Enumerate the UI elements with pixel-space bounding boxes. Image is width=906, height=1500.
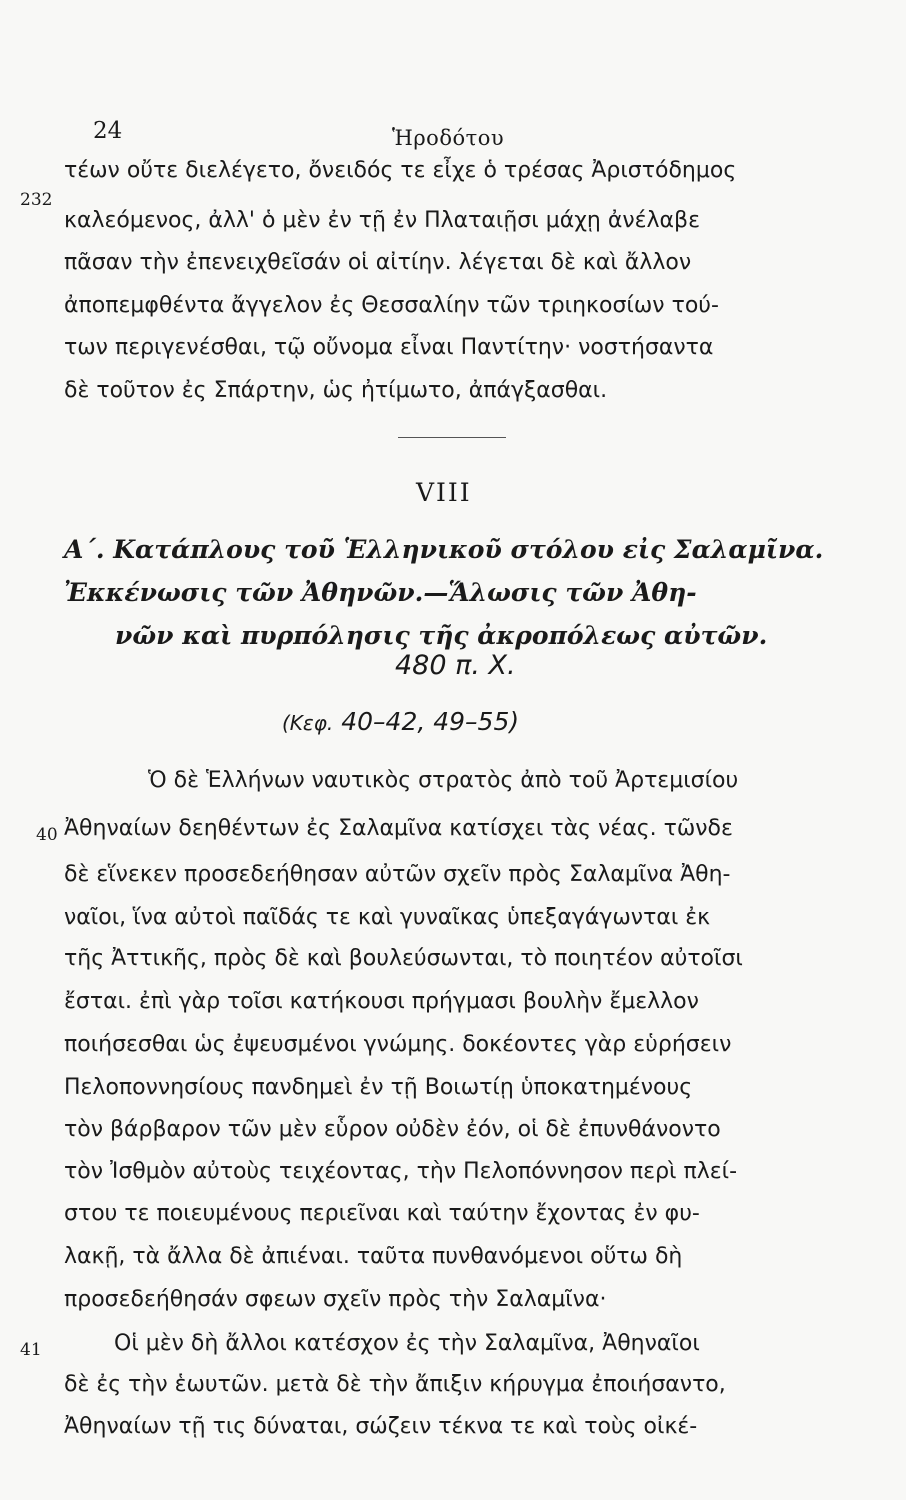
chapter-date: 480 π. Χ. [395,650,516,681]
text-line: ποιήσεσθαι ὡς ἐψευσμένοι γνώμης. δοκέοντες γὰρ εὑρήσειν [64,1032,732,1057]
chapter-reference [282,707,519,736]
text-line: ἔσται. ἐπὶ γὰρ τοῖσι κατήκουσι πρήγμασι βουλὴν ἔμελλον [64,989,699,1014]
text-line: προσεδεήθησάν σφεων σχεῖν πρὸς τὴν Σαλαμῖνα· [64,1287,607,1312]
text-line: τὸν Ἰσθμὸν αὐτοὺς τειχέοντας, τὴν Πελοπόννησον περὶ πλεί- [64,1159,738,1184]
margin-number: 40 [36,825,58,845]
chapter-title-line: Ἐκκένωσις τῶν Ἀθηνῶν.—Ἅλωσις τῶν Ἀθη- [64,578,697,607]
text-line: Ἀθηναίων δεηθέντων ἐς Σαλαμῖνα κατίσχει τὰς νέας. τῶνδε [64,816,733,841]
page-number: 24 [93,118,123,144]
text-line: των περιγενέσθαι, τῷ οὔνομα εἶναι Παντίτην· νοστήσαντα [64,335,714,360]
text-line: Ὁ δὲ Ἑλλήνων ναυτικὸς στρατὸς ἀπὸ τοῦ Ἀρτεμισίου [148,768,739,793]
text-line: δὲ εἵνεκεν προσεδεήθησαν αὐτῶν σχεῖν πρὸς Σαλαμῖνα Ἀθη- [64,862,731,887]
text-line: λακῇ, τὰ ἄλλα δὲ ἀπιέναι. ταῦτα πυνθανόμενοι οὕτω δὴ [64,1244,683,1269]
chapter-number: VIII [416,478,472,507]
section-divider [398,437,506,438]
text-line: δὲ τοῦτον ἐς Σπάρτην, ὡς ἠτίμωτο, ἀπάγξασθαι. [64,378,608,403]
text-line: τῆς Ἀττικῆς, πρὸς δὲ καὶ βουλεύσωνται, τὸ ποιητέον αὐτοῖσι [64,946,743,971]
reference-prefix: (Κεφ. [282,711,334,735]
margin-number: 41 [20,1340,42,1360]
text-line: ἀποπεμφθέντα ἄγγελον ἐς Θεσσαλίην τῶν τριηκοσίων τού- [64,293,719,318]
chapter-title-line: Α΄. Κατάπλους τοῦ Ἑλληνικοῦ στόλου εἰς Σαλαμῖνα. [64,535,824,564]
text-line: Οἱ μὲν δὴ ἄλλοι κατέσχον ἐς τὴν Σαλαμῖνα, Ἀθηναῖοι [114,1331,700,1356]
text-line: Πελοποννησίους πανδημεὶ ἐν τῇ Βοιωτίῃ ὑποκατημένους [64,1075,693,1100]
text-line: καλεόμενος, ἀλλ' ὁ μὲν ἐν τῇ ἐν Πλαταιῇσι μάχῃ ἀνέλαβε [64,208,700,233]
text-line: Ἀθηναίων τῇ τις δύναται, σώζειν τέκνα τε καὶ τοὺς οἰκέ- [64,1414,698,1439]
text-line: δὲ ἐς τὴν ἑωυτῶν. μετὰ δὲ τὴν ἄπιξιν κήρυγμα ἐποιήσαντο, [64,1372,726,1397]
text-line: τέων οὔτε διελέγετο, ὄνειδός τε εἶχε ὁ τρέσας Ἀριστόδημος [64,158,737,183]
text-line: τὸν βάρβαρον τῶν μὲν εὗρον οὐδὲν ἐόν, οἱ δὲ ἐπυνθάνοντο [64,1117,721,1142]
text-line: στου τε ποιευμένους περιεῖναι καὶ ταύτην ἔχοντας ἐν φυ- [64,1201,700,1226]
text-line: πᾶσαν τὴν ἐπενειχθεῖσάν οἱ αἰτίην. λέγεται δὲ καὶ ἄλλον [64,250,692,275]
text-line: ναῖοι, ἵνα αὐτοὶ παῖδάς τε καὶ γυναῖκας ὑπεξαγάγωνται ἐκ [64,905,711,930]
chapter-title-line: νῶν καὶ πυρπόλησις τῆς ἀκροπόλεως αὐτῶν. [115,621,768,650]
margin-number: 232 [20,190,53,210]
reference-range: 40–42, 49–55) [333,707,520,736]
running-title: Ἡροδότου [392,126,505,150]
